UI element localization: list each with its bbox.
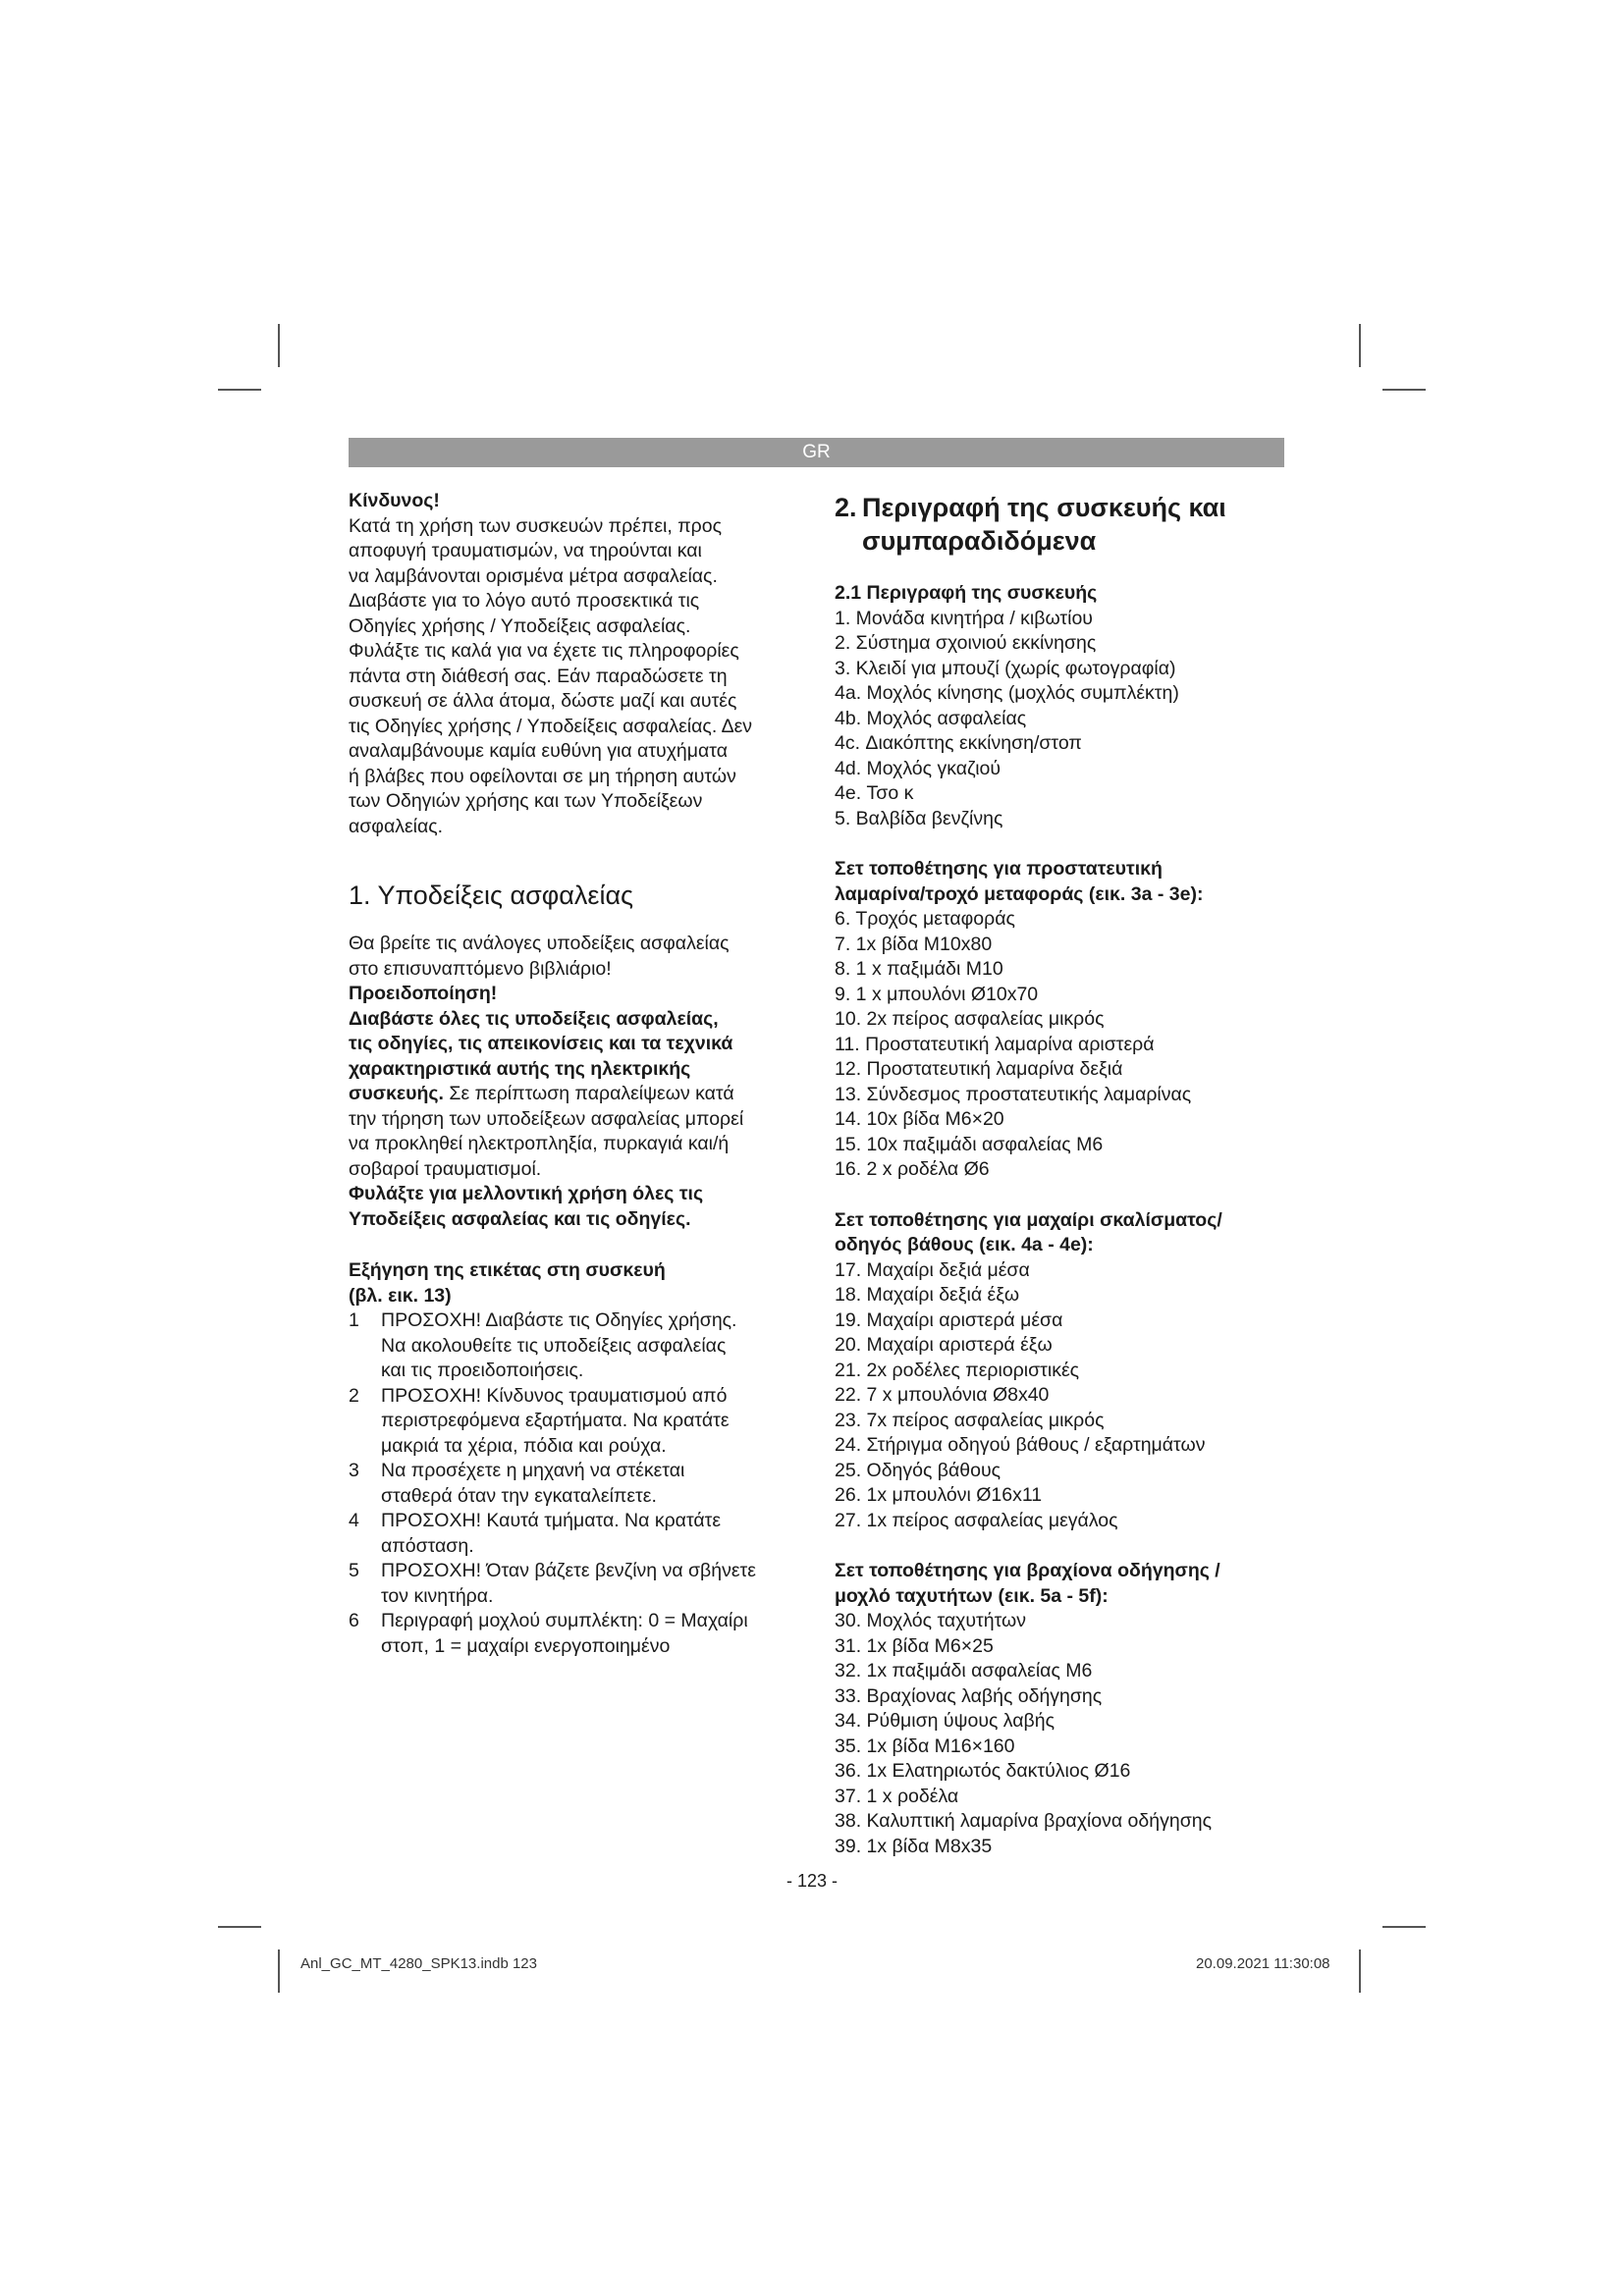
text-line: ΠΡΟΣΟΧΗ! Κίνδυνος τραυματισμού από <box>381 1384 728 1407</box>
item-number: 1 <box>349 1309 359 1331</box>
text-line: χαρακτηριστικά αυτής της ηλεκτρικής <box>349 1057 691 1080</box>
item-text <box>381 1609 805 1659</box>
item-number: 2 <box>349 1384 359 1407</box>
list-item: 2. Σύστημα σχοινιού εκκίνησης <box>835 632 1097 654</box>
list-item: 9. 1 x μπουλόνι Ø10x70 <box>835 983 1039 1005</box>
text-line: Κατά τη χρήση των συσκευών πρέπει, προς <box>349 514 722 537</box>
list-item: 26. 1x μπουλόνι Ø16x11 <box>835 1484 1043 1506</box>
language-code: GR <box>802 442 831 462</box>
heading-line <box>835 491 1296 524</box>
text-line: αποφυγή τραυματισμών, να τηρούνται και <box>349 540 702 561</box>
text-fragment: Σε περίπτωση παραλείψεων κατά <box>443 1083 734 1104</box>
list-item: 19. Μαχαίρι αριστερά μέσα <box>835 1308 1063 1331</box>
crop-mark <box>1382 1926 1426 1928</box>
labels-subheading <box>349 1258 805 1308</box>
list-item: 4b. Μοχλός ασφαλείας <box>835 707 1027 729</box>
section-1-heading <box>349 879 805 912</box>
list-item: 16. 2 x ροδέλα Ø6 <box>835 1158 990 1180</box>
list-item: 11. Προστατευτική λαμαρίνα αριστερά <box>835 1033 1155 1055</box>
list-item: 14. 10x βίδα M6×20 <box>835 1108 1004 1130</box>
warning-title: Προειδοποίηση! <box>349 983 498 1004</box>
text-line: Σετ τοποθέτησης για βραχίονα οδήγησης / <box>835 1560 1220 1581</box>
item-number: 5 <box>349 1560 359 1581</box>
list-item: 12. Προστατευτική λαμαρίνα δεξιά <box>835 1058 1123 1080</box>
list-item: 24. Στήριγμα οδηγού βάθους / εξαρτημάτων <box>835 1434 1206 1456</box>
list-item: 39. 1x βίδα M8x35 <box>835 1835 993 1857</box>
item-text <box>381 1559 805 1609</box>
text-line: αναλαμβάνουμε καμία ευθύνη για ατυχήματα <box>349 740 728 762</box>
list-item: 37. 1 x ροδέλα <box>835 1785 959 1807</box>
text-line: ασφαλείας. <box>349 815 444 837</box>
set-1-list <box>835 907 1296 1183</box>
list-item: 4d. Μοχλός γκαζιού <box>835 757 1001 779</box>
item-text <box>381 1308 805 1384</box>
list-item: 3. Κλειδί για μπουζί (χωρίς φωτογραφία) <box>835 657 1176 679</box>
set-3-title <box>835 1559 1296 1609</box>
crop-mark <box>278 1949 280 1993</box>
language-header-band <box>349 438 1284 467</box>
list-item <box>349 1459 805 1509</box>
list-item: 36. 1x Ελατηριωτός δακτύλιος Ø16 <box>835 1760 1131 1782</box>
list-item: 4e. Τσο κ <box>835 782 914 804</box>
list-item: 10. 2x πείρος ασφαλείας μικρός <box>835 1008 1105 1030</box>
labels-list <box>349 1308 805 1659</box>
list-item: 22. 7 x μπουλόνια Ø8x40 <box>835 1384 1050 1406</box>
crop-mark <box>278 324 280 367</box>
item-number: 3 <box>349 1460 359 1481</box>
text-line: να λαμβάνονται ορισμένα μέτρα ασφαλείας. <box>349 564 718 587</box>
set-2-title <box>835 1208 1296 1258</box>
section-2-title: Περιγραφή της συσκευής και <box>862 493 1226 522</box>
text-line: λαμαρίνα/τροχό μεταφοράς (εικ. 3a - 3e): <box>835 882 1204 905</box>
list-item: 25. Οδηγός βάθους <box>835 1459 1001 1481</box>
list-item <box>349 1509 805 1559</box>
list-item <box>349 1609 805 1659</box>
list-item: 1. Μονάδα κινητήρα / κιβωτίου <box>835 607 1093 629</box>
text-line: Να ακολουθείτε τις υποδείξεις ασφαλείας <box>381 1334 727 1357</box>
warning-paragraph <box>349 1007 805 1233</box>
text-line: Περιγραφή μοχλού συμπλέκτη: 0 = Μαχαίρι <box>381 1610 748 1631</box>
list-item: 31. 1x βίδα M6×25 <box>835 1634 994 1657</box>
print-date-time: 20.09.2021 11:30:08 <box>1196 1955 1330 1972</box>
set-1-title <box>835 857 1296 907</box>
device-parts-list <box>835 607 1296 832</box>
text-line: ΠΡΟΣΟΧΗ! Όταν βάζετε βενζίνη να σβήνετε <box>381 1560 756 1581</box>
subsection-2-1-title: 2.1 Περιγραφή της συσκευής <box>835 582 1098 604</box>
list-item: 13. Σύνδεσμος προστατευτικής λαμαρίνας <box>835 1083 1192 1105</box>
text-line: Σετ τοποθέτησης για μαχαίρι σκαλίσματος/ <box>835 1208 1222 1231</box>
text-line: σοβαροί τραυματισμοί. <box>349 1157 542 1180</box>
item-number: 6 <box>349 1610 359 1631</box>
text-line: οδηγός βάθους (εικ. 4a - 4e): <box>835 1234 1094 1255</box>
set-3-list <box>835 1609 1296 1859</box>
text-line: μακριά τα χέρια, πόδια και ρούχα. <box>381 1434 667 1457</box>
list-item: 17. Μαχαίρι δεξιά μέσα <box>835 1258 1030 1281</box>
list-item: 7. 1x βίδα M10x80 <box>835 933 993 955</box>
text-line: σταθερά όταν την εγκαταλείπετε. <box>381 1484 657 1507</box>
text-line: Θα βρείτε τις ανάλογες υποδείξεις ασφαλείας <box>349 933 730 954</box>
text-line: Φυλάξτε για μελλοντική χρήση όλες τις <box>349 1183 704 1204</box>
set-2-list <box>835 1258 1296 1534</box>
text-line: τον κινητήρα. <box>381 1584 494 1607</box>
text-line: Υποδείξεις ασφαλείας και τις οδηγίες. <box>349 1207 691 1230</box>
text-line: τις οδηγίες, τις απεικονίσεις και τα τεχνικά <box>349 1033 733 1054</box>
text-line: απόσταση. <box>381 1534 474 1557</box>
page-number: - 123 - <box>785 1871 839 1891</box>
list-item <box>349 1559 805 1609</box>
section-1-title: Υποδείξεις ασφαλείας <box>377 881 634 910</box>
list-item: 15. 10x παξιμάδι ασφαλείας M6 <box>835 1133 1104 1155</box>
list-item: 33. Βραχίονας λαβής οδήγησης <box>835 1684 1103 1707</box>
text-line: περιστρεφόμενα εξαρτήματα. Να κρατάτε <box>381 1410 730 1431</box>
text-line: τις Οδηγίες χρήσης / Υποδείξεις ασφαλείας. Δεν <box>349 715 753 737</box>
text-line: την τήρηση των υποδείξεων ασφαλείας μπορεί <box>349 1107 744 1130</box>
list-item: 27. 1x πείρος ασφαλείας μεγάλος <box>835 1509 1118 1531</box>
list-item: 8. 1 x παξιμάδι M10 <box>835 958 1003 980</box>
crop-mark <box>1359 1949 1361 1993</box>
danger-paragraph <box>349 514 805 840</box>
intro-paragraph <box>349 932 805 982</box>
text-line: συσκευή σε άλλα άτομα, δώστε μαζί και αυτές <box>349 690 737 712</box>
item-text <box>381 1384 805 1460</box>
right-column <box>835 489 1296 1859</box>
crop-mark <box>1359 324 1361 367</box>
danger-title: Κίνδυνος! <box>349 490 440 511</box>
list-item: 34. Ρύθμιση ύψους λαβής <box>835 1710 1055 1732</box>
text-line: Να προσέχετε η μηχανή να στέκεται <box>381 1460 685 1481</box>
item-number: 4 <box>349 1510 359 1531</box>
file-name: Anl_GC_MT_4280_SPK13.indb 123 <box>300 1955 537 1972</box>
list-item: 4a. Μοχλός κίνησης (μοχλός συμπλέκτη) <box>835 682 1179 704</box>
list-item: 23. 7x πείρος ασφαλείας μικρός <box>835 1409 1105 1431</box>
section-2-title-line2: συμπαραδιδόμενα <box>862 526 1097 556</box>
bold-fragment: συσκευής. <box>349 1083 444 1104</box>
list-item: 5. Βαλβίδα βενζίνης <box>835 807 1003 829</box>
crop-mark <box>218 1926 261 1928</box>
text-line: ΠΡΟΣΟΧΗ! Καυτά τμήματα. Να κρατάτε <box>381 1510 722 1531</box>
list-item: 6. Τροχός μεταφοράς <box>835 908 1015 930</box>
list-item <box>349 1308 805 1384</box>
list-item: 18. Μαχαίρι δεξιά έξω <box>835 1284 1020 1306</box>
item-text <box>381 1459 805 1509</box>
text-line: Φυλάξτε τις καλά για να έχετε τις πληροφορίες <box>349 640 739 662</box>
text-line: μοχλό ταχυτήτων (εικ. 5a - 5f): <box>835 1584 1109 1607</box>
section-2-number: 2. <box>835 493 857 522</box>
left-column <box>349 489 805 1659</box>
text-line: Διαβάστε για το λόγο αυτό προσεκτικά τις <box>349 590 700 612</box>
section-1-number: 1. <box>349 881 371 910</box>
text-line: των Οδηγιών χρήσης και των Υποδείξεων <box>349 790 703 812</box>
text-line: Οδηγίες χρήσης / Υποδείξεις ασφαλείας. <box>349 614 691 637</box>
text-line: πάντα στη διάθεσή σας. Εάν παραδώσετε τη <box>349 665 728 687</box>
text-line <box>349 1082 805 1107</box>
list-item: 20. Μαχαίρι αριστερά έξω <box>835 1334 1053 1356</box>
text-line: ή βλάβες που οφείλονται σε μη τήρηση αυτών <box>349 765 736 787</box>
item-text <box>381 1509 805 1559</box>
text-line: Διαβάστε όλες τις υποδείξεις ασφαλείας, <box>349 1007 719 1030</box>
crop-mark <box>1382 389 1426 391</box>
list-item <box>349 1384 805 1460</box>
text-line: (βλ. εικ. 13) <box>349 1284 452 1307</box>
section-2-heading <box>835 491 1296 558</box>
list-item: 4c. Διακόπτης εκκίνηση/στοπ <box>835 732 1082 754</box>
text-line: και τις προειδοποιήσεις. <box>381 1360 584 1381</box>
list-item: 21. 2x ροδέλες περιοριστικές <box>835 1359 1080 1381</box>
text-line: Εξήγηση της ετικέτας στη συσκευή <box>349 1259 666 1281</box>
text-line: να προκληθεί ηλεκτροπληξία, πυρκαγιά και/ή <box>349 1133 730 1154</box>
list-item: 35. 1x βίδα M16×160 <box>835 1735 1015 1757</box>
text-line: στο επισυναπτόμενο βιβλιάριο! <box>349 957 612 980</box>
text-line: ΠΡΟΣΟΧΗ! Διαβάστε τις Οδηγίες χρήσης. <box>381 1309 737 1331</box>
crop-mark <box>218 389 261 391</box>
list-item: 38. Καλυπτική λαμαρίνα βραχίονα οδήγησης <box>835 1810 1212 1832</box>
text-line: στοπ, 1 = μαχαίρι ενεργοποιημένο <box>381 1634 671 1657</box>
list-item: 30. Μοχλός ταχυτήτων <box>835 1610 1026 1631</box>
text-line: Σετ τοποθέτησης για προστατευτική <box>835 858 1163 880</box>
list-item: 32. 1x παξιμάδι ασφαλείας M6 <box>835 1660 1093 1682</box>
